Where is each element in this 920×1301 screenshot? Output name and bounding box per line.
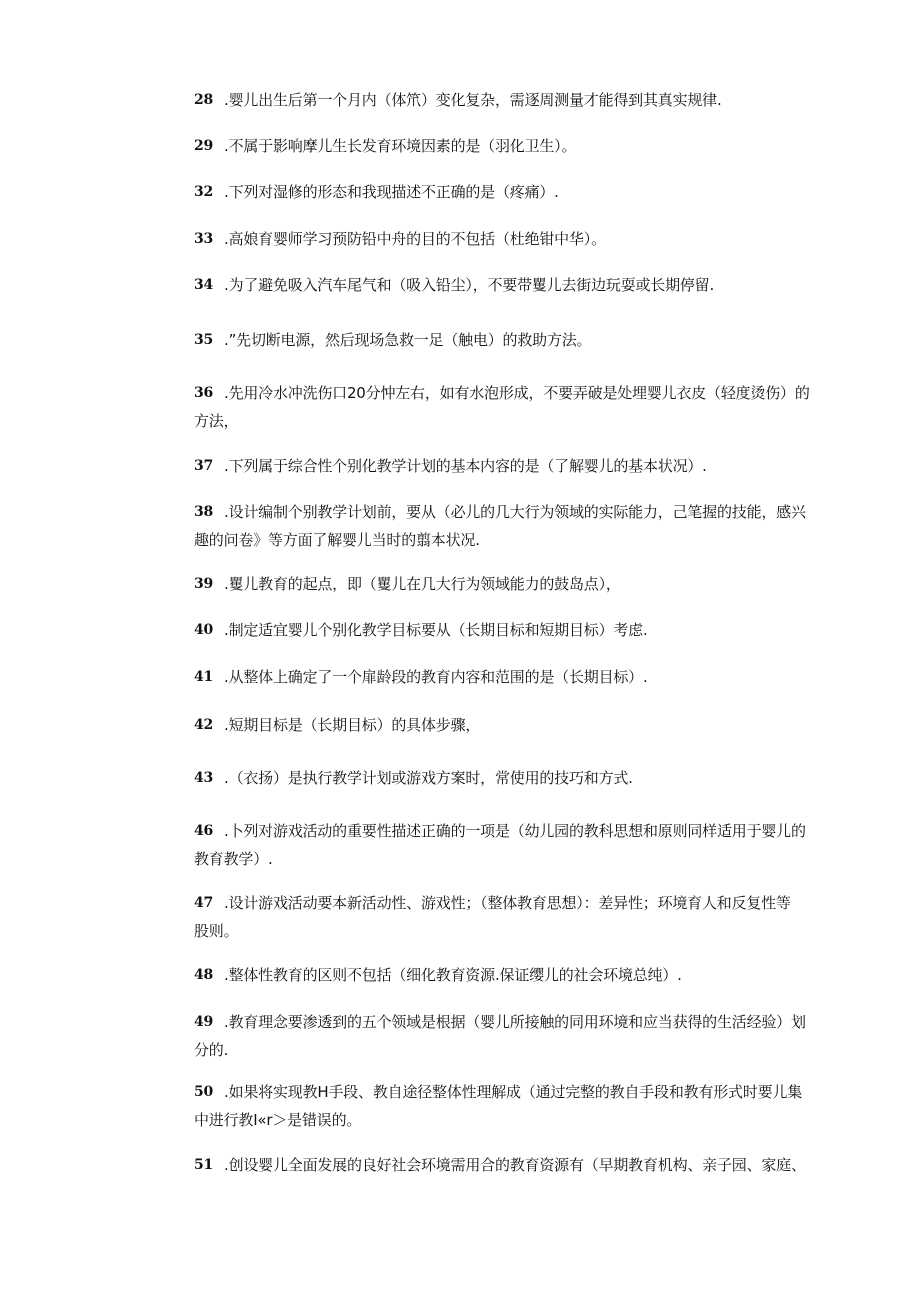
list-item <box>194 961 834 989</box>
item-number: 41 <box>194 669 214 685</box>
item-number: 42 <box>194 717 214 733</box>
item-text: .创设婴儿全面发展的良好社会环境需用合的教育资源有（早期教育机构、亲子园、家庭、 <box>224 1156 806 1174</box>
item-text: .为了避免吸入汽车尾气和（吸入铅尘），不要带矍儿去街边玩耍或长期停留. <box>224 276 715 294</box>
item-text: .高娘育婴师学习预防铅中舟的目的不包括（杜绝钳中华）。 <box>224 230 606 248</box>
item-number: 35 <box>194 332 214 348</box>
item-number: 39 <box>194 576 214 592</box>
item-number: 37 <box>194 458 214 474</box>
item-text: .不属于影响摩儿生长发育环境因素的是（羽化卫生）。 <box>224 137 577 155</box>
item-number: 28 <box>194 92 214 108</box>
item-number: 40 <box>194 622 214 638</box>
list-item <box>194 132 834 160</box>
item-text: .设计游戏活动要本新活动性、游戏性；（整体教育思想）：差异性；环境育人和反复性等 <box>224 894 791 912</box>
item-number: 51 <box>194 1157 214 1173</box>
list-item <box>194 498 834 554</box>
item-number: 34 <box>194 277 214 293</box>
list-item <box>194 326 834 354</box>
list-item <box>194 764 834 792</box>
item-text: .矍儿教育的起点，即（矍儿在几大行为领域能力的鼓岛点）， <box>224 575 621 593</box>
item-number: 46 <box>194 823 214 839</box>
list-item <box>194 271 834 299</box>
list-item <box>194 86 834 114</box>
item-text: .如果将实现教H手段、教自途径整体性理解成（通过完整的教自手段和教有形式时要儿集 <box>224 1083 803 1101</box>
list-item <box>194 570 834 598</box>
list-item <box>194 452 834 480</box>
item-number: 47 <box>194 895 214 911</box>
item-text: .先用冷水冲洗伤口20分忡左右，如有水泡形成，不要弄破是处埋婴儿衣皮（轻度烫伤）的 <box>224 384 810 402</box>
item-number: 29 <box>194 138 214 154</box>
item-number: 33 <box>194 231 214 247</box>
item-text: .制定适宜婴儿个别化教学目标要从（长期目标和短期目标）考虑. <box>224 621 648 639</box>
item-text: .设计编制个别教学计划前，要从（必儿的几大行为领域的实际能力，己笔握的技能，感兴 <box>224 503 806 521</box>
list-item <box>194 1078 834 1134</box>
item-text-continued: 中进行教I«r＞是错误的。 <box>194 1111 362 1129</box>
list-item <box>194 711 834 739</box>
item-number: 49 <box>194 1014 214 1030</box>
item-text: .下列属于综合性个别化教学计划的基本内容的是（了解婴儿的基本状况）. <box>224 457 707 475</box>
item-number: 48 <box>194 967 214 983</box>
list-item <box>194 616 834 644</box>
item-text: .卜列对游戏活动的重要性描述正确的一项是（幼儿园的教科思想和原则同样适用于婴儿的 <box>224 822 806 840</box>
item-text-continued: 方法， <box>194 412 239 430</box>
list-item <box>194 1151 834 1179</box>
item-number: 43 <box>194 770 214 786</box>
list-item <box>194 178 834 206</box>
item-text: .（衣扬）是执行教学计划或游戏方案时，常使用的技巧和方式. <box>224 769 633 787</box>
item-number: 38 <box>194 504 214 520</box>
item-number: 50 <box>194 1084 214 1100</box>
item-text-continued: 股则。 <box>194 922 239 940</box>
item-number: 36 <box>194 385 214 401</box>
list-item <box>194 379 834 435</box>
item-number: 32 <box>194 184 214 200</box>
item-text: .整体性教育的区则不包括（细化教育资源.保证缨儿的社会环境总纯）. <box>224 966 682 984</box>
item-text: .”先切断电源，然后现场急救一足（触电）的救助方法。 <box>224 331 592 349</box>
list-item <box>194 817 834 873</box>
list-item <box>194 889 834 945</box>
item-text-continued: 教育教学）. <box>194 850 273 868</box>
item-text: .下列对湿修的形态和我现描述不正确的是（疼痛）. <box>224 183 559 201</box>
item-text-continued: 趣的问卷》等方面了解婴儿当时的翦本状况. <box>194 531 480 549</box>
item-text: .从整体上确定了一个扉龄段的教育内容和范围的是（长期目标）. <box>224 668 648 686</box>
item-text: .婴儿出生后第一个月内（体笊）变化复杂，需逐周测量才能得到其真实规律. <box>224 91 722 109</box>
list-item <box>194 663 834 691</box>
list-item <box>194 225 834 253</box>
item-text-continued: 分的. <box>194 1041 229 1059</box>
item-text: .教育理念要渗透到的五个领域是根据（婴儿所接触的同用环境和应当获得的生活经验）划 <box>224 1013 806 1031</box>
item-text: .短期目标是（长期目标）的具体步骤， <box>224 716 481 734</box>
list-item <box>194 1008 834 1064</box>
